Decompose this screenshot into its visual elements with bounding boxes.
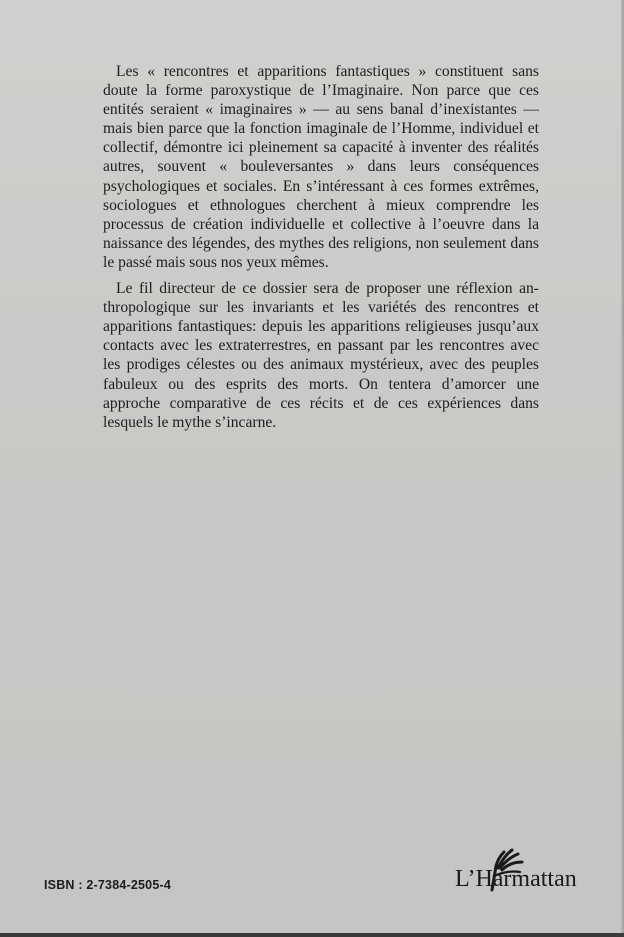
publisher-name: L’Harmattan [455,866,577,892]
back-cover-blurb [103,62,539,432]
harmattan-hand-icon [474,846,534,892]
publisher-logo [455,846,595,900]
blurb-paragraph-1: Les « rencontres et apparitions fantastiques » constituent sans doute la forme paroxystique de l’Imaginaire. Non parce que ces entités seraient « imaginaires » — au sens banal d’inexistantes — mais bien parce que la fonction imaginale de l’Homme, individuel et collectif, démontre ici pleinement sa capacité à inventer des réalités autres, souvent « bouleversantes » dans leurs conséquences psychologiques et sociales. En s’intéressant à ces formes extrêmes, sociologues et ethnologues cherchent à mieux comprendre les processus de création individuelle et collective à l’oeuvre dans la naissance des légendes, des mythes des religions, non seulement dans le passé mais sous nos yeux mêmes. [103,63,539,271]
blurb-paragraph-2: Le fil directeur de ce dossier sera de proposer une réflexion anthropologique sur les invariants et les variétés des rencontres et apparitions fantastiques: depuis les apparitions religieuses jusqu’aux contacts avec les extraterrestres, en passant par les rencontres avec les prodiges célestes ou des animaux mystérieux, avec des peuples fabuleux ou des esprits des morts. On tentera d’amorcer une approche comparative de ces récits et de ces expériences dans lesquels le mythe s’incarne. [103,280,539,431]
cover-edge-bottom [0,933,624,937]
isbn-label: ISBN : 2-7384-2505-4 [44,878,171,892]
